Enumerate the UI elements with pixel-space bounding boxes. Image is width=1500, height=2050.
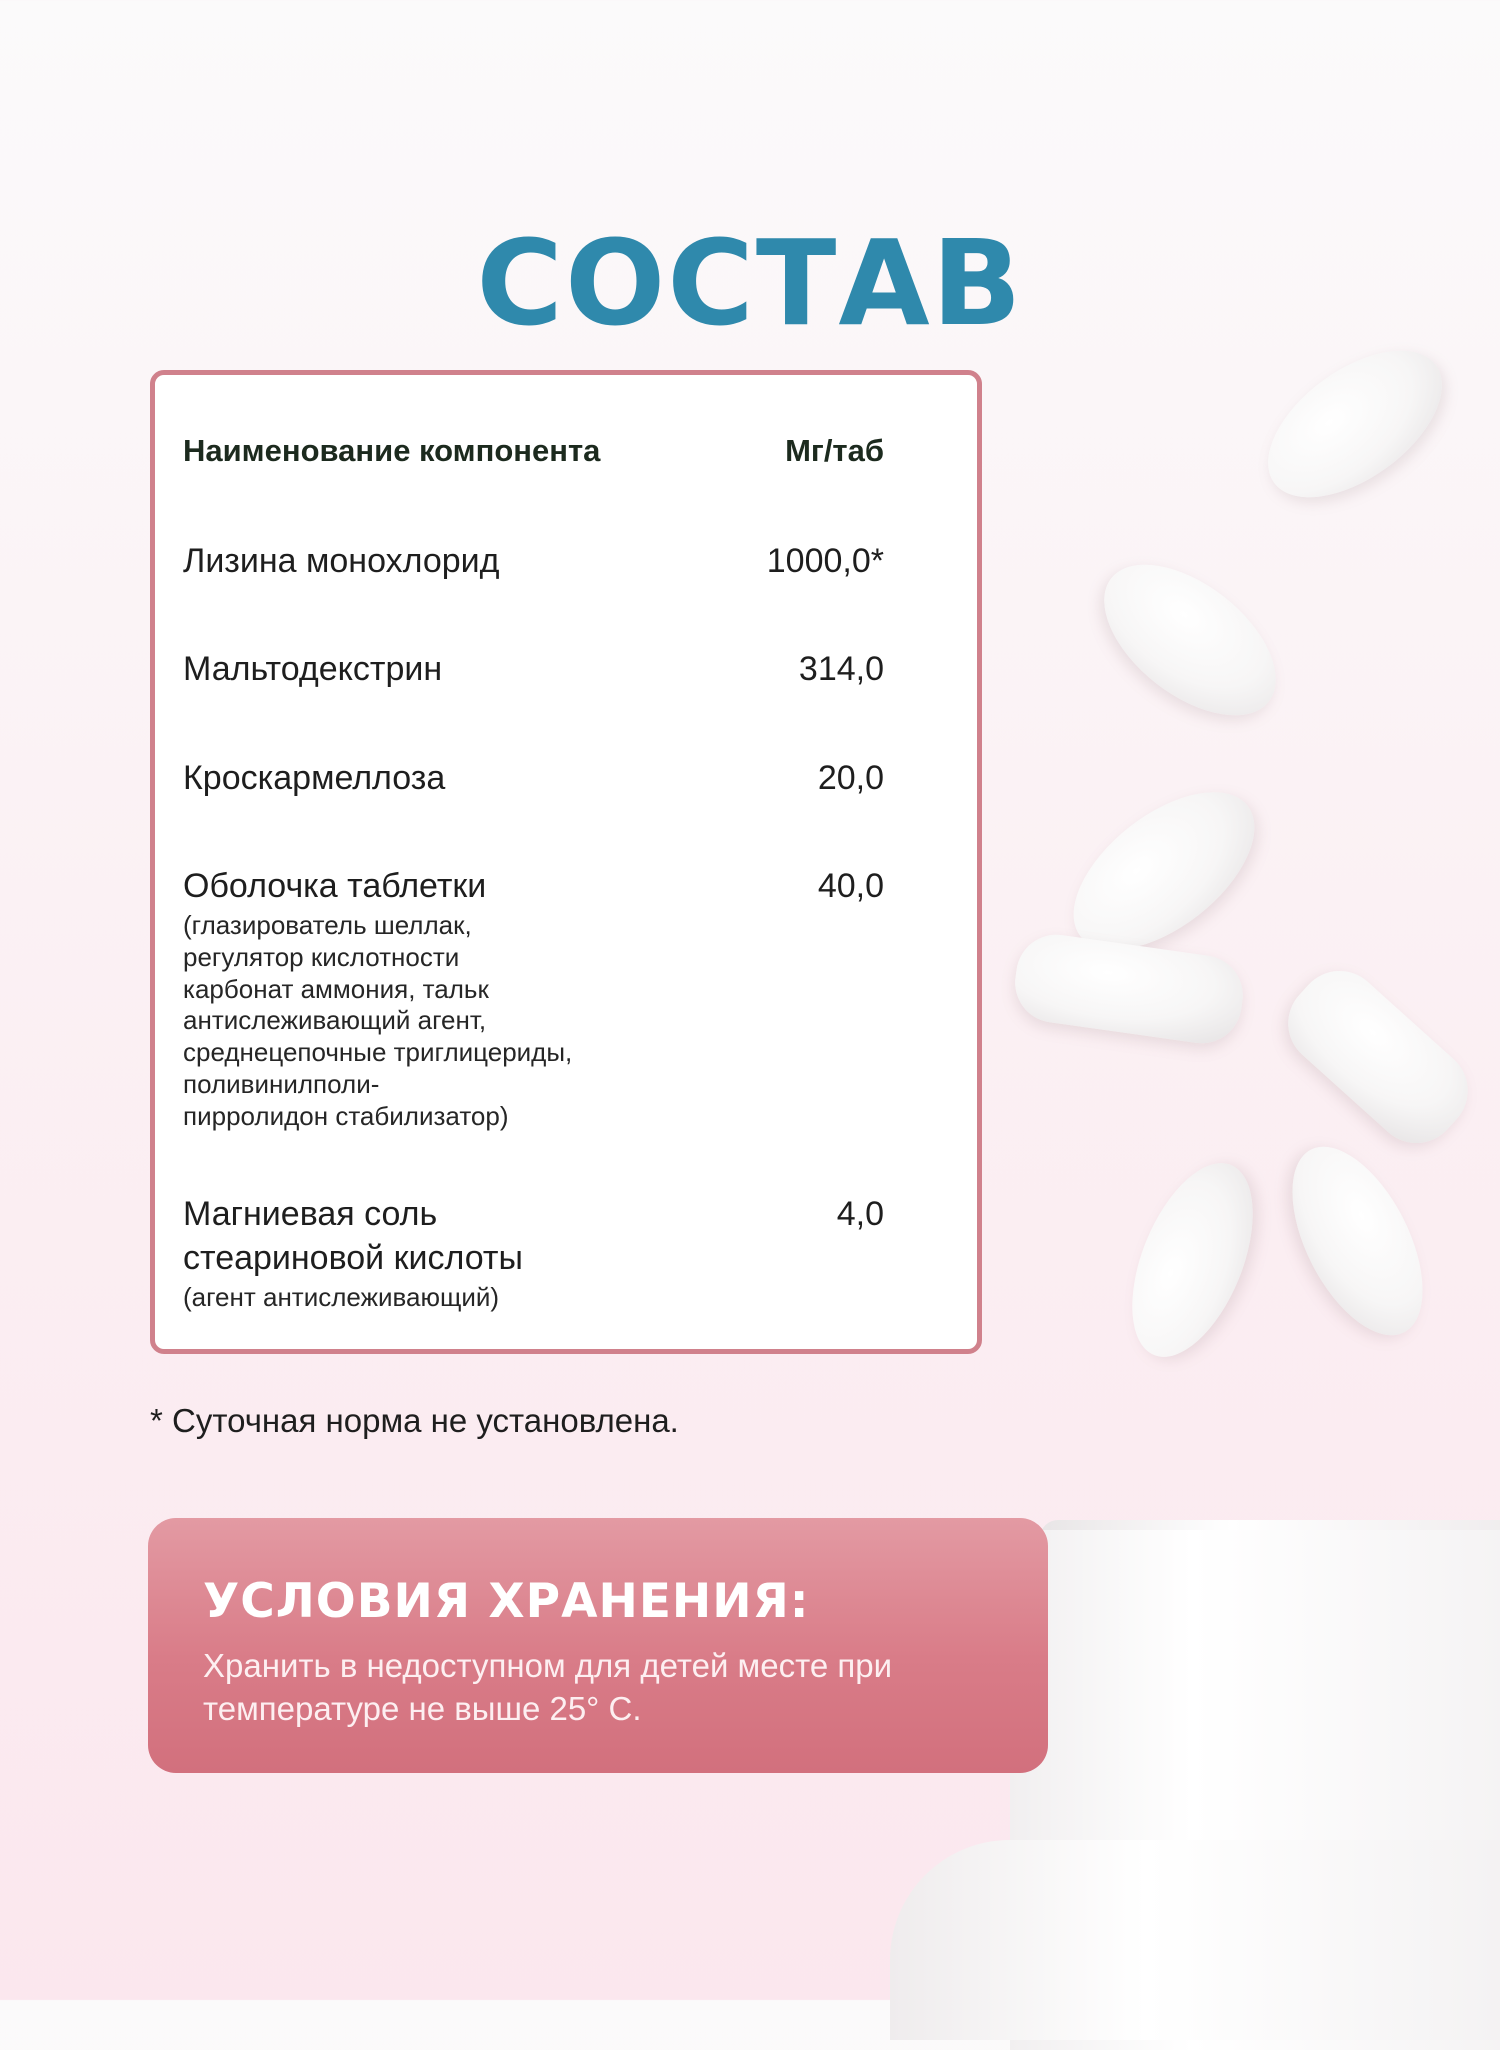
footnote: * Суточная норма не установлена. xyxy=(150,1402,679,1439)
component-name: Оболочка таблетки xyxy=(183,867,487,905)
component-name: Магниевая соль стеариновой кислоты xyxy=(183,1195,523,1278)
tablet-icon xyxy=(1271,954,1485,1161)
component-note: (глазирователь шеллак, регулятор кислотности карбонат аммония, тальк антислеживающий агент, среднецепочные триглицериды, поливинилполи- пирролидон стабилизатор) xyxy=(183,910,573,1131)
composition-table xyxy=(150,370,982,1354)
tablet-icon xyxy=(1010,930,1248,1049)
component-value: 314,0 xyxy=(798,650,884,688)
component-value: 20,0 xyxy=(817,759,884,797)
component-name: Мальтодекстрин xyxy=(183,650,443,688)
component-note: (агент антислеживающий) xyxy=(183,1282,500,1313)
component-value: 40,0 xyxy=(817,867,884,905)
tablet-icon xyxy=(1266,1127,1450,1356)
storage-heading: УСЛОВИЯ ХРАНЕНИЯ: xyxy=(203,1574,810,1629)
tablet-icon xyxy=(1077,535,1302,745)
component-value: 1000,0* xyxy=(766,542,884,580)
storage-conditions xyxy=(148,1518,1048,1773)
component-name: Лизина монохлорид xyxy=(183,542,500,580)
header-mg-per-tablet: Мг/таб xyxy=(785,433,884,468)
storage-text: Хранить в недоступном для детей месте при температуре не выше 25° С. xyxy=(203,1646,893,1728)
header-component: Наименование компонента xyxy=(183,433,601,468)
component-value: 4,0 xyxy=(836,1195,884,1233)
page-title: СОСТАВ xyxy=(476,214,1024,353)
component-name: Кроскармеллоза xyxy=(183,759,446,797)
jar-shoulder xyxy=(890,1840,1500,2040)
tablet-icon xyxy=(1242,322,1467,527)
tablet-icon xyxy=(1108,1146,1278,1374)
